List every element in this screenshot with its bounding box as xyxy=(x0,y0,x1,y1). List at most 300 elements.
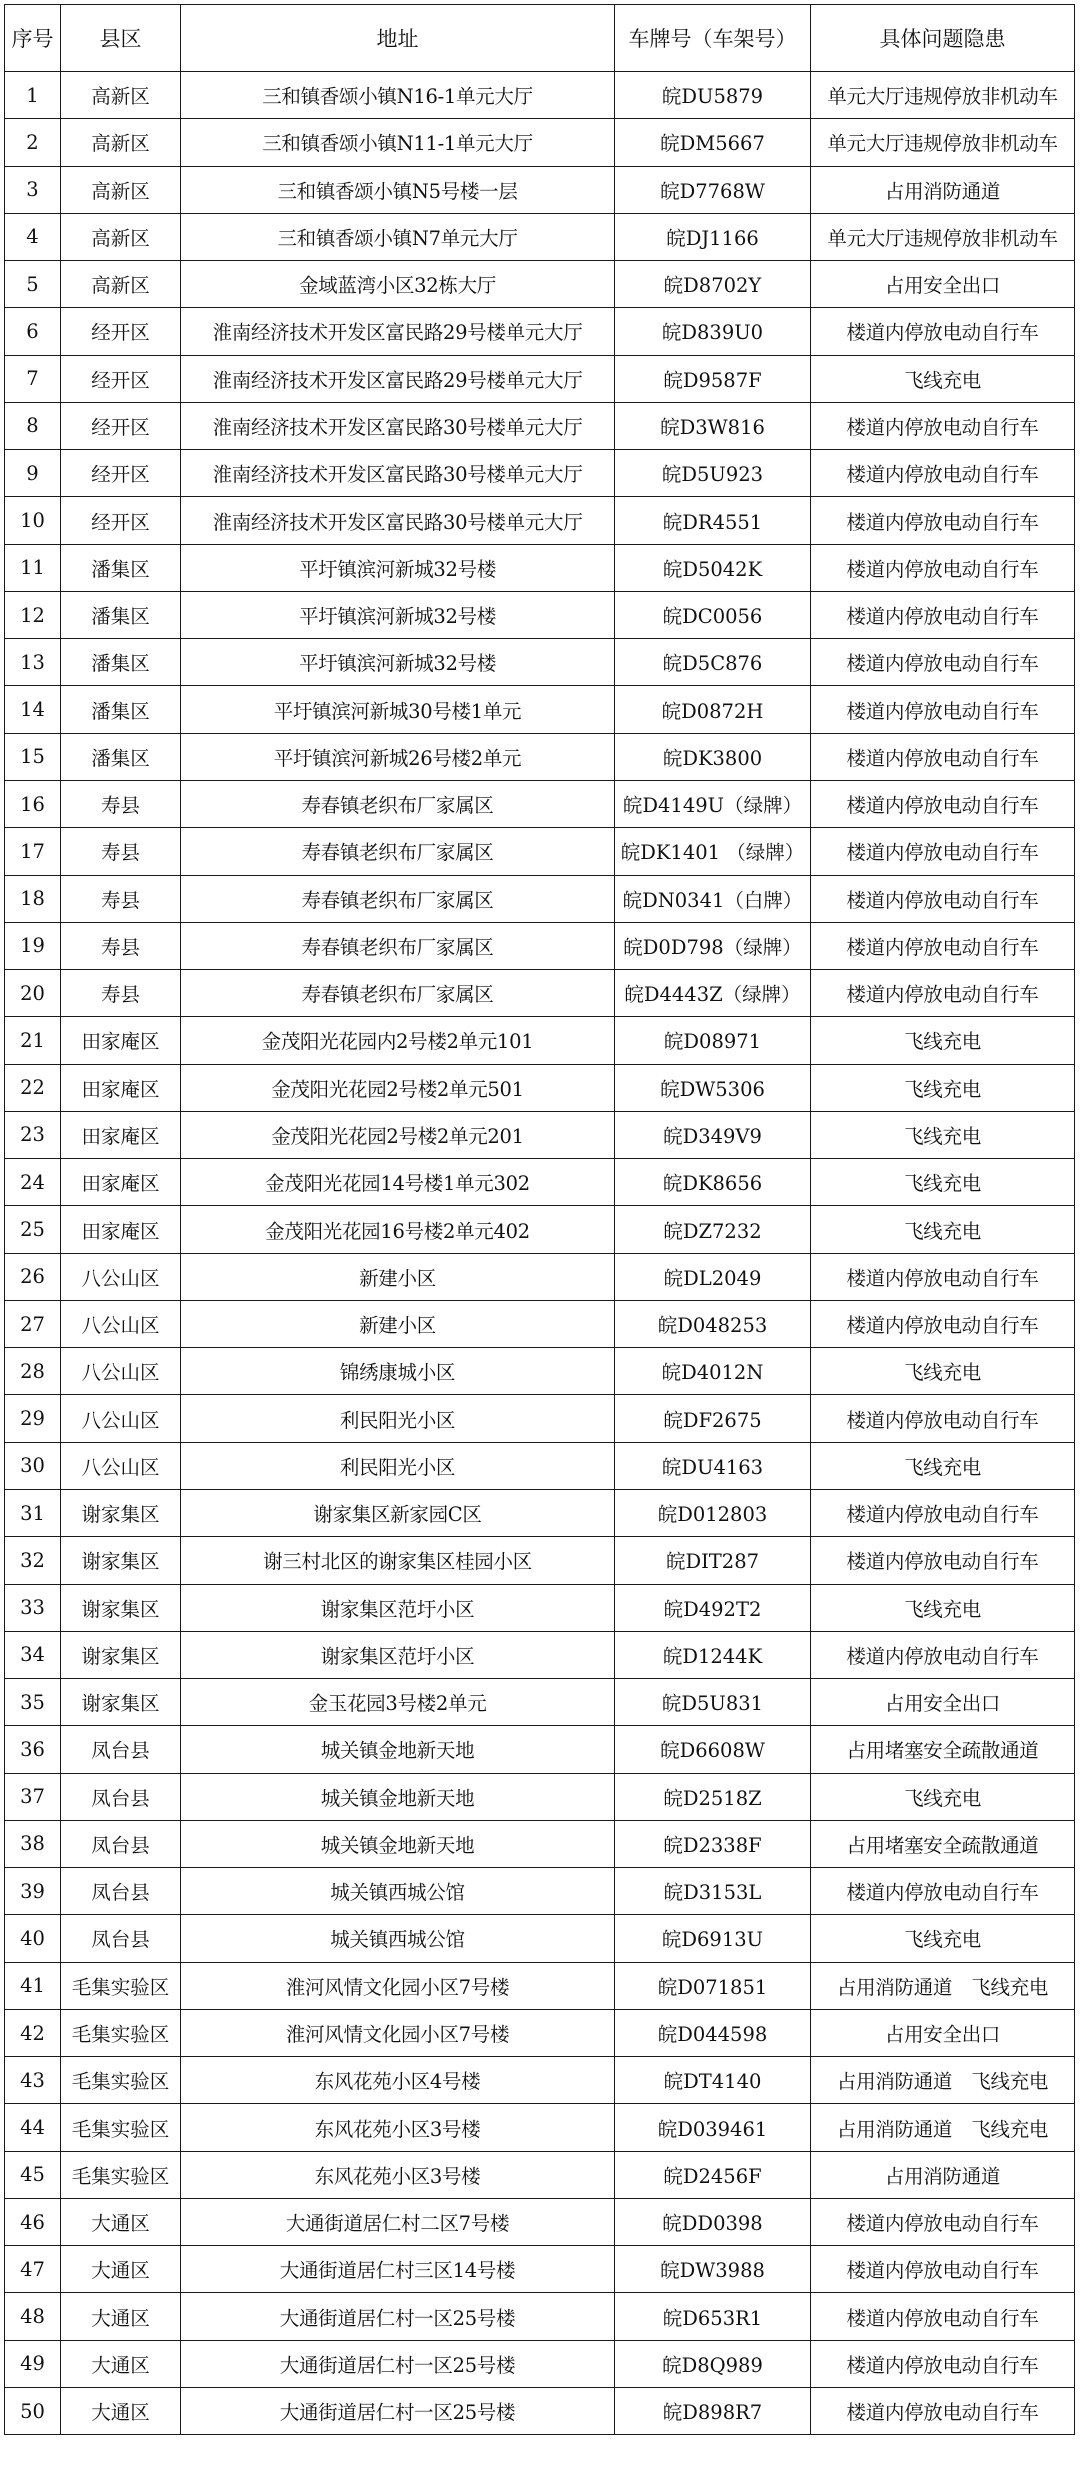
cell-address: 东风花苑小区4号楼 xyxy=(181,2057,615,2104)
cell-district: 寿县 xyxy=(61,875,181,922)
table-row xyxy=(5,2104,1075,2151)
cell-district: 凤台县 xyxy=(61,1726,181,1773)
cell-issue: 占用消防通道 飞线充电 xyxy=(811,2104,1075,2151)
cell-issue: 飞线充电 xyxy=(811,1206,1075,1253)
cell-index: 11 xyxy=(5,544,61,591)
table-row xyxy=(5,1442,1075,1489)
cell-address: 平圩镇滨河新城32号楼 xyxy=(181,639,615,686)
cell-district: 潘集区 xyxy=(61,733,181,780)
cell-plate: 皖D08971 xyxy=(615,1017,811,1064)
cell-district: 潘集区 xyxy=(61,591,181,638)
table-row xyxy=(5,1679,1075,1726)
table-row xyxy=(5,450,1075,497)
cell-plate: 皖DJ1166 xyxy=(615,213,811,260)
cell-address: 锦绣康城小区 xyxy=(181,1348,615,1395)
cell-index: 37 xyxy=(5,1773,61,1820)
cell-address: 大通街道居仁村一区25号楼 xyxy=(181,2388,615,2435)
cell-district: 高新区 xyxy=(61,261,181,308)
cell-issue: 飞线充电 xyxy=(811,355,1075,402)
cell-address: 三和镇香颂小镇N5号楼一层 xyxy=(181,166,615,213)
cell-district: 八公山区 xyxy=(61,1442,181,1489)
cell-index: 49 xyxy=(5,2340,61,2387)
table-row xyxy=(5,213,1075,260)
table-row xyxy=(5,1584,1075,1631)
cell-index: 7 xyxy=(5,355,61,402)
cell-index: 13 xyxy=(5,639,61,686)
cell-index: 24 xyxy=(5,1159,61,1206)
cell-district: 潘集区 xyxy=(61,686,181,733)
cell-plate: 皖DIT287 xyxy=(615,1537,811,1584)
cell-address: 平圩镇滨河新城32号楼 xyxy=(181,544,615,591)
cell-address: 寿春镇老织布厂家属区 xyxy=(181,828,615,875)
cell-plate: 皖DM5667 xyxy=(615,119,811,166)
cell-plate: 皖D5C876 xyxy=(615,639,811,686)
cell-address: 淮南经济技术开发区富民路29号楼单元大厅 xyxy=(181,355,615,402)
cell-index: 34 xyxy=(5,1631,61,1678)
cell-district: 毛集实验区 xyxy=(61,2104,181,2151)
cell-plate: 皖DN0341（白牌） xyxy=(615,875,811,922)
cell-plate: 皖D8702Y xyxy=(615,261,811,308)
cell-plate: 皖D3W816 xyxy=(615,402,811,449)
cell-issue: 楼道内停放电动自行车 xyxy=(811,1395,1075,1442)
cell-district: 田家庵区 xyxy=(61,1064,181,1111)
cell-issue: 占用堵塞安全疏散通道 xyxy=(811,1726,1075,1773)
cell-plate: 皖D071851 xyxy=(615,1962,811,2009)
hazard-table xyxy=(4,4,1075,2435)
cell-index: 48 xyxy=(5,2293,61,2340)
cell-issue: 楼道内停放电动自行车 xyxy=(811,1537,1075,1584)
cell-plate: 皖D6608W xyxy=(615,1726,811,1773)
table-row xyxy=(5,2340,1075,2387)
table-row xyxy=(5,166,1075,213)
cell-plate: 皖D4443Z（绿牌） xyxy=(615,970,811,1017)
cell-index: 28 xyxy=(5,1348,61,1395)
cell-index: 39 xyxy=(5,1868,61,1915)
cell-index: 22 xyxy=(5,1064,61,1111)
cell-district: 寿县 xyxy=(61,828,181,875)
cell-address: 平圩镇滨河新城32号楼 xyxy=(181,591,615,638)
table-row xyxy=(5,639,1075,686)
header-plate: 车牌号（车架号） xyxy=(615,5,811,72)
cell-district: 毛集实验区 xyxy=(61,2009,181,2056)
cell-index: 36 xyxy=(5,1726,61,1773)
table-row xyxy=(5,1962,1075,2009)
cell-issue: 楼道内停放电动自行车 xyxy=(811,402,1075,449)
cell-plate: 皖D0872H xyxy=(615,686,811,733)
cell-district: 经开区 xyxy=(61,497,181,544)
cell-address: 金茂阳光花园16号楼2单元402 xyxy=(181,1206,615,1253)
cell-plate: 皖D839U0 xyxy=(615,308,811,355)
cell-address: 寿春镇老织布厂家属区 xyxy=(181,875,615,922)
cell-address: 新建小区 xyxy=(181,1253,615,1300)
cell-index: 12 xyxy=(5,591,61,638)
cell-address: 城关镇金地新天地 xyxy=(181,1726,615,1773)
cell-plate: 皖DK1401 （绿牌） xyxy=(615,828,811,875)
table-row xyxy=(5,591,1075,638)
cell-issue: 占用堵塞安全疏散通道 xyxy=(811,1820,1075,1867)
table-row xyxy=(5,1631,1075,1678)
cell-plate: 皖D4012N xyxy=(615,1348,811,1395)
cell-address: 淮河风情文化园小区7号楼 xyxy=(181,1962,615,2009)
table-row xyxy=(5,1300,1075,1347)
cell-district: 八公山区 xyxy=(61,1253,181,1300)
cell-plate: 皖D5U831 xyxy=(615,1679,811,1726)
table-row xyxy=(5,970,1075,1017)
table-row xyxy=(5,355,1075,402)
cell-issue: 楼道内停放电动自行车 xyxy=(811,1489,1075,1536)
table-body xyxy=(5,72,1075,2435)
cell-plate: 皖D8Q989 xyxy=(615,2340,811,2387)
table-row xyxy=(5,733,1075,780)
cell-district: 田家庵区 xyxy=(61,1159,181,1206)
table-row xyxy=(5,1017,1075,1064)
cell-address: 平圩镇滨河新城26号楼2单元 xyxy=(181,733,615,780)
table-row xyxy=(5,1915,1075,1962)
table-row xyxy=(5,2057,1075,2104)
cell-issue: 飞线充电 xyxy=(811,1442,1075,1489)
cell-issue: 飞线充电 xyxy=(811,1159,1075,1206)
cell-issue: 楼道内停放电动自行车 xyxy=(811,1253,1075,1300)
cell-plate: 皖D044598 xyxy=(615,2009,811,2056)
cell-issue: 楼道内停放电动自行车 xyxy=(811,1300,1075,1347)
cell-plate: 皖D2456F xyxy=(615,2151,811,2198)
cell-address: 淮南经济技术开发区富民路30号楼单元大厅 xyxy=(181,402,615,449)
document-page xyxy=(4,4,1075,2435)
table-row xyxy=(5,828,1075,875)
table-row xyxy=(5,1348,1075,1395)
cell-index: 43 xyxy=(5,2057,61,2104)
cell-issue: 楼道内停放电动自行车 xyxy=(811,2198,1075,2245)
cell-index: 23 xyxy=(5,1111,61,1158)
table-header xyxy=(5,5,1075,72)
table-row xyxy=(5,261,1075,308)
cell-issue: 楼道内停放电动自行车 xyxy=(811,497,1075,544)
cell-issue: 楼道内停放电动自行车 xyxy=(811,828,1075,875)
cell-district: 田家庵区 xyxy=(61,1017,181,1064)
cell-index: 30 xyxy=(5,1442,61,1489)
cell-plate: 皖DR4551 xyxy=(615,497,811,544)
cell-address: 城关镇金地新天地 xyxy=(181,1820,615,1867)
cell-issue: 占用消防通道 xyxy=(811,166,1075,213)
table-row xyxy=(5,308,1075,355)
cell-issue: 占用消防通道 xyxy=(811,2151,1075,2198)
cell-plate: 皖DW3988 xyxy=(615,2246,811,2293)
cell-district: 谢家集区 xyxy=(61,1631,181,1678)
cell-plate: 皖D653R1 xyxy=(615,2293,811,2340)
cell-address: 谢家集区新家园C区 xyxy=(181,1489,615,1536)
cell-index: 35 xyxy=(5,1679,61,1726)
cell-index: 5 xyxy=(5,261,61,308)
cell-issue: 飞线充电 xyxy=(811,1064,1075,1111)
cell-address: 淮南经济技术开发区富民路30号楼单元大厅 xyxy=(181,450,615,497)
cell-district: 寿县 xyxy=(61,780,181,827)
cell-issue: 楼道内停放电动自行车 xyxy=(811,2246,1075,2293)
cell-address: 东风花苑小区3号楼 xyxy=(181,2151,615,2198)
cell-district: 谢家集区 xyxy=(61,1537,181,1584)
cell-district: 大通区 xyxy=(61,2340,181,2387)
cell-address: 三和镇香颂小镇N7单元大厅 xyxy=(181,213,615,260)
table-row xyxy=(5,1159,1075,1206)
cell-district: 谢家集区 xyxy=(61,1584,181,1631)
cell-issue: 楼道内停放电动自行车 xyxy=(811,2388,1075,2435)
cell-address: 谢家集区范圩小区 xyxy=(181,1584,615,1631)
cell-address: 新建小区 xyxy=(181,1300,615,1347)
cell-issue: 飞线充电 xyxy=(811,1584,1075,1631)
cell-index: 20 xyxy=(5,970,61,1017)
cell-district: 经开区 xyxy=(61,402,181,449)
cell-plate: 皖DK8656 xyxy=(615,1159,811,1206)
cell-district: 谢家集区 xyxy=(61,1489,181,1536)
cell-plate: 皖D898R7 xyxy=(615,2388,811,2435)
cell-district: 谢家集区 xyxy=(61,1679,181,1726)
cell-issue: 占用安全出口 xyxy=(811,261,1075,308)
cell-index: 33 xyxy=(5,1584,61,1631)
cell-index: 21 xyxy=(5,1017,61,1064)
cell-issue: 楼道内停放电动自行车 xyxy=(811,1631,1075,1678)
table-row xyxy=(5,1253,1075,1300)
cell-address: 城关镇金地新天地 xyxy=(181,1773,615,1820)
cell-issue: 飞线充电 xyxy=(811,1915,1075,1962)
header-district: 县区 xyxy=(61,5,181,72)
cell-plate: 皖DT4140 xyxy=(615,2057,811,2104)
cell-issue: 飞线充电 xyxy=(811,1773,1075,1820)
cell-index: 46 xyxy=(5,2198,61,2245)
cell-district: 八公山区 xyxy=(61,1300,181,1347)
cell-issue: 占用安全出口 xyxy=(811,2009,1075,2056)
cell-plate: 皖D7768W xyxy=(615,166,811,213)
cell-address: 寿春镇老织布厂家属区 xyxy=(181,922,615,969)
table-row xyxy=(5,1206,1075,1253)
cell-district: 高新区 xyxy=(61,166,181,213)
cell-address: 淮南经济技术开发区富民路30号楼单元大厅 xyxy=(181,497,615,544)
cell-issue: 飞线充电 xyxy=(811,1348,1075,1395)
cell-plate: 皖D492T2 xyxy=(615,1584,811,1631)
cell-index: 16 xyxy=(5,780,61,827)
cell-plate: 皖DW5306 xyxy=(615,1064,811,1111)
cell-index: 25 xyxy=(5,1206,61,1253)
cell-plate: 皖D6913U xyxy=(615,1915,811,1962)
cell-district: 高新区 xyxy=(61,213,181,260)
cell-district: 经开区 xyxy=(61,308,181,355)
cell-plate: 皖D5U923 xyxy=(615,450,811,497)
cell-index: 18 xyxy=(5,875,61,922)
cell-district: 凤台县 xyxy=(61,1915,181,1962)
cell-plate: 皖DU5879 xyxy=(615,72,811,119)
cell-issue: 楼道内停放电动自行车 xyxy=(811,591,1075,638)
cell-issue: 楼道内停放电动自行车 xyxy=(811,2340,1075,2387)
cell-plate: 皖D5042K xyxy=(615,544,811,591)
cell-address: 东风花苑小区3号楼 xyxy=(181,2104,615,2151)
cell-index: 6 xyxy=(5,308,61,355)
cell-issue: 楼道内停放电动自行车 xyxy=(811,2293,1075,2340)
table-row xyxy=(5,875,1075,922)
cell-issue: 楼道内停放电动自行车 xyxy=(811,970,1075,1017)
cell-issue: 占用安全出口 xyxy=(811,1679,1075,1726)
cell-district: 毛集实验区 xyxy=(61,1962,181,2009)
cell-district: 潘集区 xyxy=(61,639,181,686)
cell-address: 大通街道居仁村三区14号楼 xyxy=(181,2246,615,2293)
cell-issue: 楼道内停放电动自行车 xyxy=(811,1868,1075,1915)
table-row xyxy=(5,2198,1075,2245)
cell-index: 4 xyxy=(5,213,61,260)
table-row xyxy=(5,1820,1075,1867)
cell-index: 45 xyxy=(5,2151,61,2198)
cell-address: 城关镇西城公馆 xyxy=(181,1868,615,1915)
table-row xyxy=(5,2151,1075,2198)
table-row xyxy=(5,1773,1075,1820)
cell-plate: 皖D3153L xyxy=(615,1868,811,1915)
cell-address: 淮河风情文化园小区7号楼 xyxy=(181,2009,615,2056)
cell-issue: 楼道内停放电动自行车 xyxy=(811,875,1075,922)
cell-issue: 单元大厅违规停放非机动车 xyxy=(811,119,1075,166)
cell-address: 城关镇西城公馆 xyxy=(181,1915,615,1962)
cell-district: 八公山区 xyxy=(61,1348,181,1395)
cell-address: 金茂阳光花园14号楼1单元302 xyxy=(181,1159,615,1206)
cell-index: 42 xyxy=(5,2009,61,2056)
cell-address: 大通街道居仁村一区25号楼 xyxy=(181,2340,615,2387)
cell-index: 3 xyxy=(5,166,61,213)
table-row xyxy=(5,1395,1075,1442)
cell-index: 29 xyxy=(5,1395,61,1442)
cell-index: 38 xyxy=(5,1820,61,1867)
cell-issue: 楼道内停放电动自行车 xyxy=(811,733,1075,780)
cell-plate: 皖D1244K xyxy=(615,1631,811,1678)
cell-index: 14 xyxy=(5,686,61,733)
cell-plate: 皖D2518Z xyxy=(615,1773,811,1820)
cell-issue: 飞线充电 xyxy=(811,1111,1075,1158)
cell-plate: 皖D012803 xyxy=(615,1489,811,1536)
cell-plate: 皖D2338F xyxy=(615,1820,811,1867)
table-row xyxy=(5,2246,1075,2293)
cell-index: 40 xyxy=(5,1915,61,1962)
table-row xyxy=(5,497,1075,544)
cell-index: 8 xyxy=(5,402,61,449)
cell-issue: 飞线充电 xyxy=(811,1017,1075,1064)
cell-address: 利民阳光小区 xyxy=(181,1395,615,1442)
cell-district: 高新区 xyxy=(61,72,181,119)
cell-district: 寿县 xyxy=(61,970,181,1017)
cell-address: 平圩镇滨河新城30号楼1单元 xyxy=(181,686,615,733)
cell-index: 32 xyxy=(5,1537,61,1584)
table-row xyxy=(5,544,1075,591)
table-row xyxy=(5,780,1075,827)
cell-index: 50 xyxy=(5,2388,61,2435)
cell-plate: 皖D349V9 xyxy=(615,1111,811,1158)
cell-plate: 皖DZ7232 xyxy=(615,1206,811,1253)
cell-address: 金茂阳光花园2号楼2单元201 xyxy=(181,1111,615,1158)
table-row xyxy=(5,1064,1075,1111)
cell-index: 31 xyxy=(5,1489,61,1536)
cell-index: 26 xyxy=(5,1253,61,1300)
cell-district: 凤台县 xyxy=(61,1820,181,1867)
header-row xyxy=(5,5,1075,72)
cell-index: 15 xyxy=(5,733,61,780)
cell-address: 大通街道居仁村二区7号楼 xyxy=(181,2198,615,2245)
cell-address: 三和镇香颂小镇N16-1单元大厅 xyxy=(181,72,615,119)
table-row xyxy=(5,1537,1075,1584)
cell-district: 潘集区 xyxy=(61,544,181,591)
table-row xyxy=(5,922,1075,969)
cell-issue: 楼道内停放电动自行车 xyxy=(811,780,1075,827)
cell-district: 大通区 xyxy=(61,2388,181,2435)
cell-district: 毛集实验区 xyxy=(61,2057,181,2104)
cell-district: 田家庵区 xyxy=(61,1111,181,1158)
cell-plate: 皖DC0056 xyxy=(615,591,811,638)
cell-address: 大通街道居仁村一区25号楼 xyxy=(181,2293,615,2340)
cell-plate: 皖D048253 xyxy=(615,1300,811,1347)
cell-address: 金玉花园3号楼2单元 xyxy=(181,1679,615,1726)
cell-address: 金域蓝湾小区32栋大厅 xyxy=(181,261,615,308)
header-address: 地址 xyxy=(181,5,615,72)
cell-plate: 皖D0D798（绿牌） xyxy=(615,922,811,969)
cell-district: 凤台县 xyxy=(61,1773,181,1820)
cell-district: 毛集实验区 xyxy=(61,2151,181,2198)
cell-address: 寿春镇老织布厂家属区 xyxy=(181,970,615,1017)
cell-issue: 楼道内停放电动自行车 xyxy=(811,922,1075,969)
cell-issue: 楼道内停放电动自行车 xyxy=(811,308,1075,355)
cell-plate: 皖DF2675 xyxy=(615,1395,811,1442)
cell-index: 2 xyxy=(5,119,61,166)
cell-address: 金茂阳光花园2号楼2单元501 xyxy=(181,1064,615,1111)
header-index: 序号 xyxy=(5,5,61,72)
cell-issue: 楼道内停放电动自行车 xyxy=(811,544,1075,591)
cell-issue: 单元大厅违规停放非机动车 xyxy=(811,213,1075,260)
cell-district: 大通区 xyxy=(61,2293,181,2340)
cell-plate: 皖D039461 xyxy=(615,2104,811,2151)
cell-index: 41 xyxy=(5,1962,61,2009)
cell-address: 寿春镇老织布厂家属区 xyxy=(181,780,615,827)
table-row xyxy=(5,1868,1075,1915)
cell-issue: 占用消防通道 飞线充电 xyxy=(811,2057,1075,2104)
cell-district: 经开区 xyxy=(61,355,181,402)
cell-issue: 单元大厅违规停放非机动车 xyxy=(811,72,1075,119)
cell-address: 淮南经济技术开发区富民路29号楼单元大厅 xyxy=(181,308,615,355)
header-issue: 具体问题隐患 xyxy=(811,5,1075,72)
table-row xyxy=(5,119,1075,166)
table-row xyxy=(5,1489,1075,1536)
table-row xyxy=(5,686,1075,733)
table-row xyxy=(5,2388,1075,2435)
cell-plate: 皖DU4163 xyxy=(615,1442,811,1489)
cell-issue: 楼道内停放电动自行车 xyxy=(811,686,1075,733)
cell-plate: 皖DK3800 xyxy=(615,733,811,780)
cell-plate: 皖D9587F xyxy=(615,355,811,402)
cell-district: 大通区 xyxy=(61,2198,181,2245)
cell-index: 19 xyxy=(5,922,61,969)
cell-district: 经开区 xyxy=(61,450,181,497)
cell-issue: 楼道内停放电动自行车 xyxy=(811,450,1075,497)
cell-address: 谢家集区范圩小区 xyxy=(181,1631,615,1678)
table-row xyxy=(5,2009,1075,2056)
cell-index: 17 xyxy=(5,828,61,875)
cell-index: 47 xyxy=(5,2246,61,2293)
cell-index: 9 xyxy=(5,450,61,497)
cell-district: 大通区 xyxy=(61,2246,181,2293)
cell-index: 10 xyxy=(5,497,61,544)
cell-address: 利民阳光小区 xyxy=(181,1442,615,1489)
cell-address: 金茂阳光花园内2号楼2单元101 xyxy=(181,1017,615,1064)
cell-district: 凤台县 xyxy=(61,1868,181,1915)
cell-issue: 占用消防通道 飞线充电 xyxy=(811,1962,1075,2009)
table-row xyxy=(5,1111,1075,1158)
cell-index: 27 xyxy=(5,1300,61,1347)
table-row xyxy=(5,72,1075,119)
cell-plate: 皖DD0398 xyxy=(615,2198,811,2245)
cell-index: 44 xyxy=(5,2104,61,2151)
cell-address: 三和镇香颂小镇N11-1单元大厅 xyxy=(181,119,615,166)
cell-index: 1 xyxy=(5,72,61,119)
cell-district: 八公山区 xyxy=(61,1395,181,1442)
